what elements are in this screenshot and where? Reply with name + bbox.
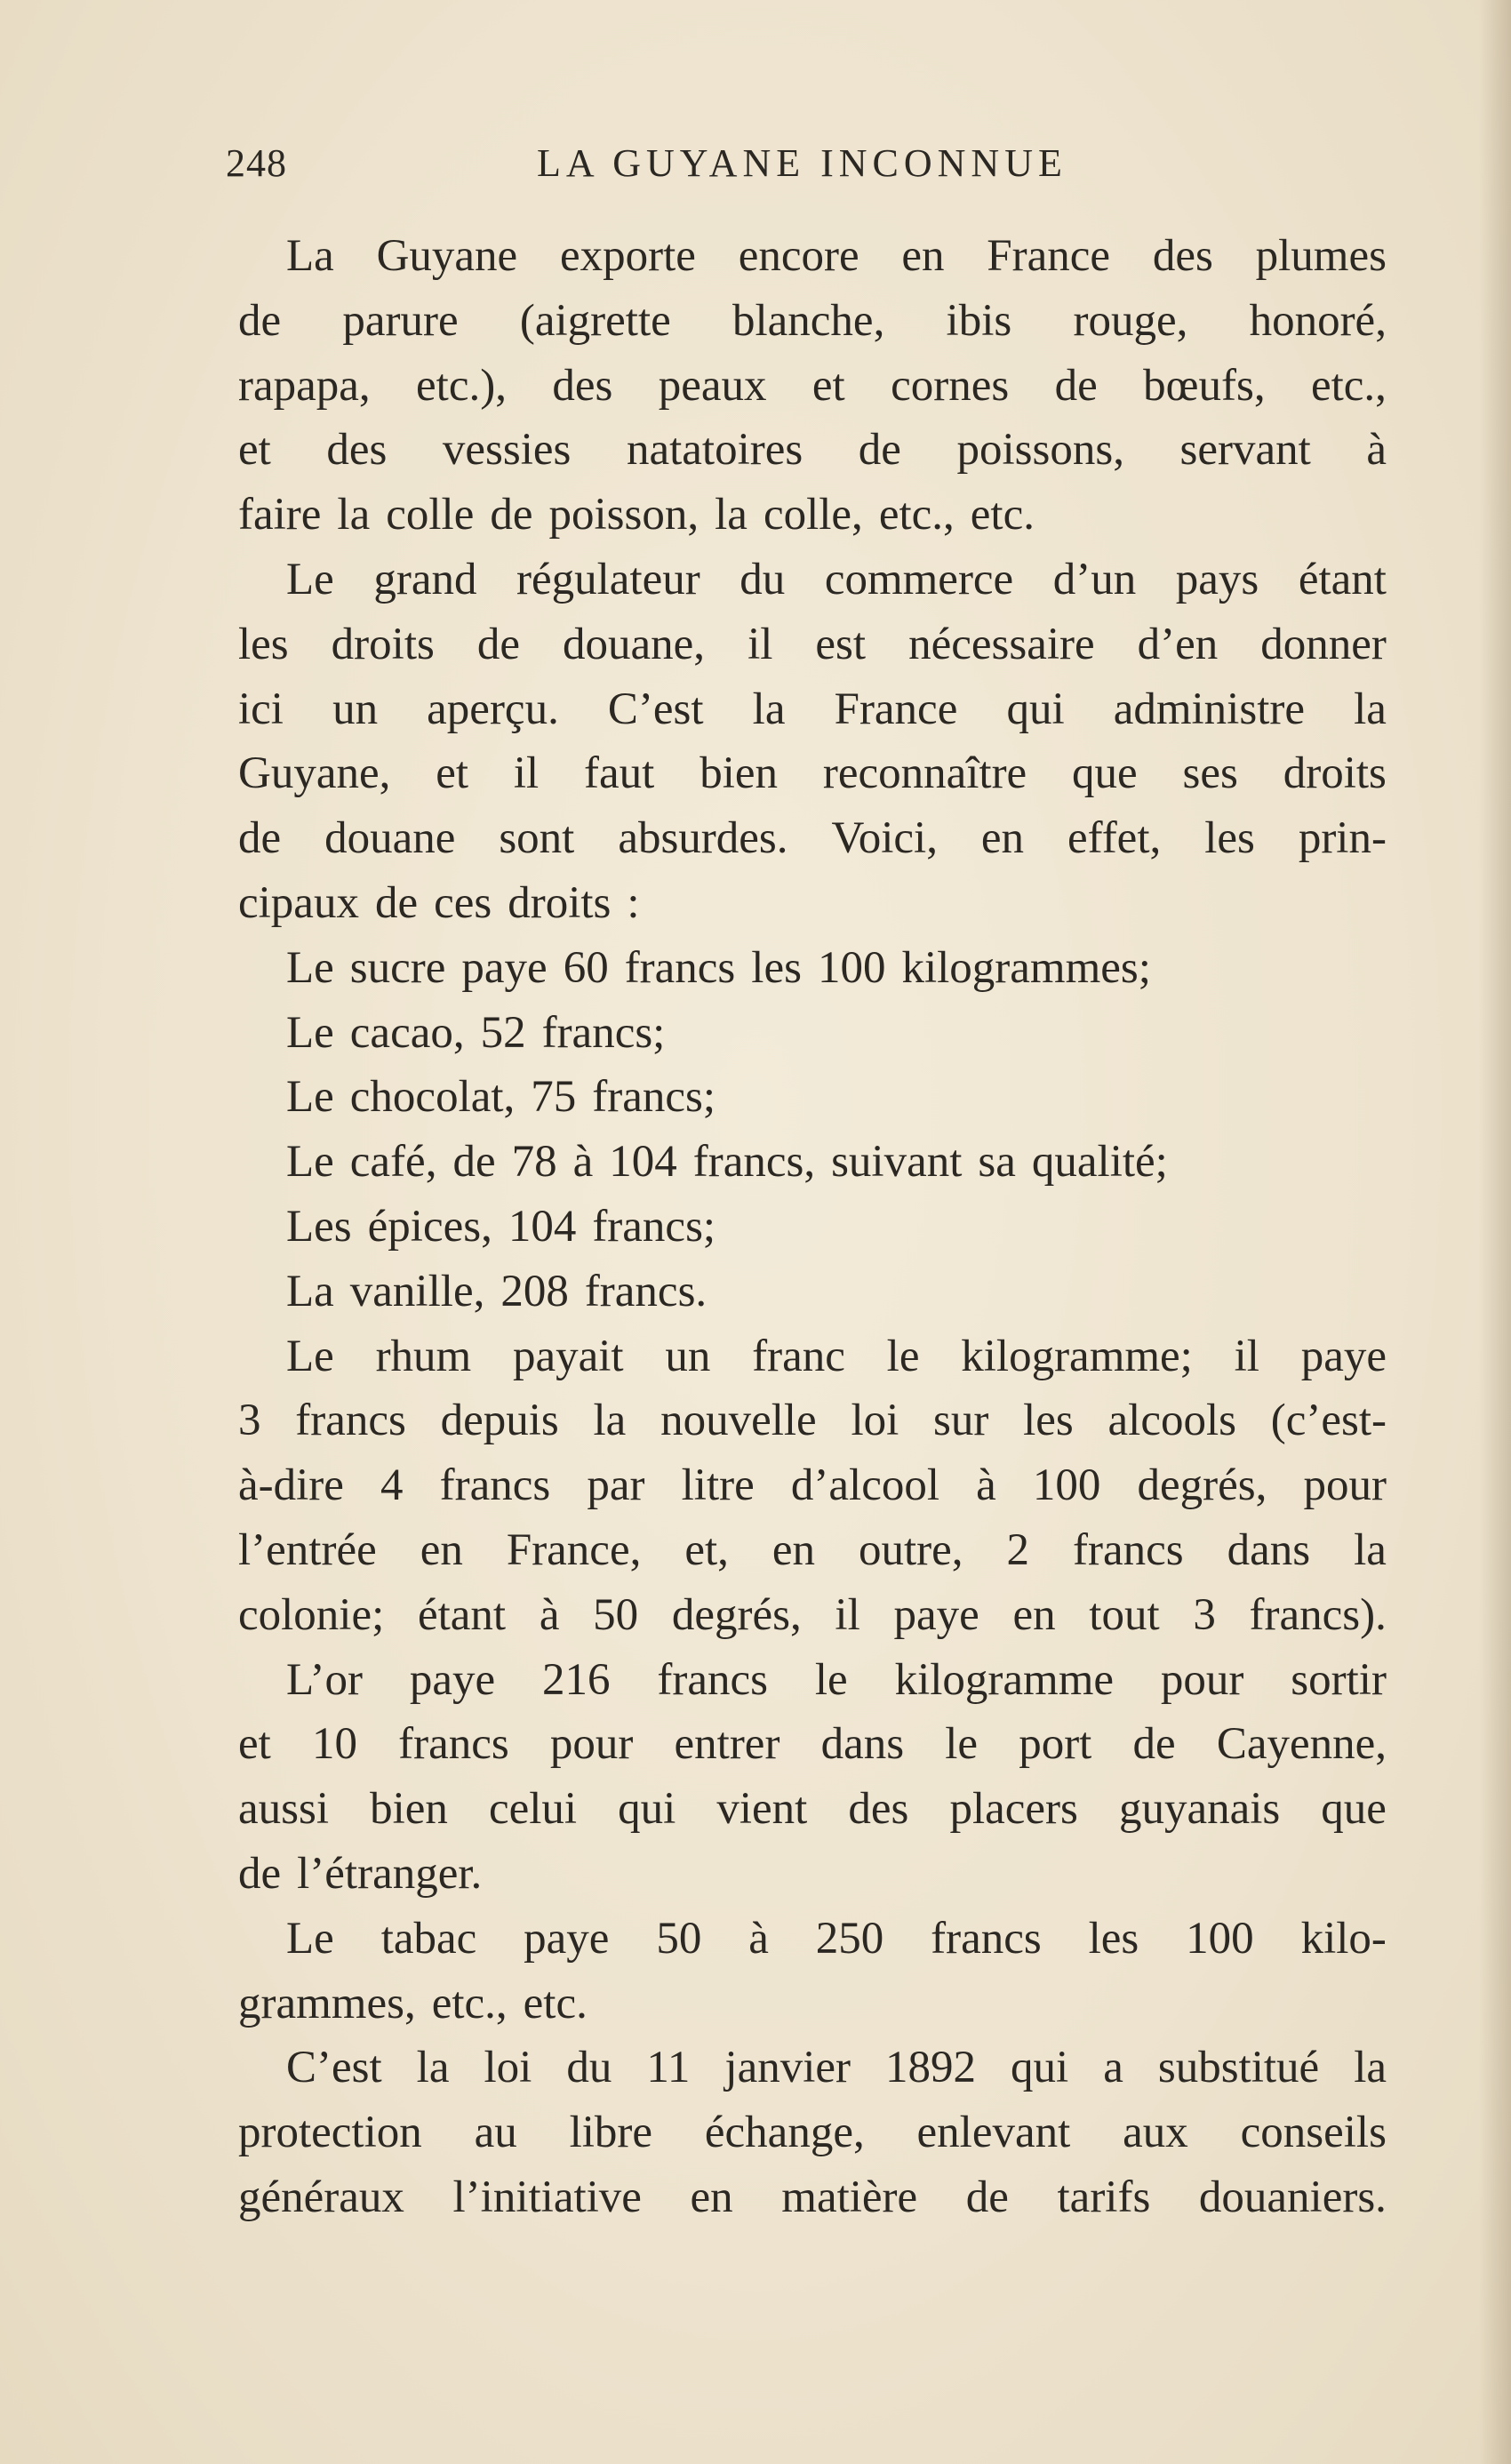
word: épices,	[367, 1201, 492, 1252]
word: échange,	[704, 2108, 865, 2158]
word: qui	[1006, 684, 1065, 734]
word: loi	[851, 1396, 899, 1446]
word: servant	[1179, 425, 1311, 476]
word: que	[1321, 1784, 1387, 1835]
word: port	[1019, 1719, 1092, 1770]
word: conseils	[1240, 2108, 1387, 2158]
word: grand	[373, 554, 477, 604]
word: etc.	[523, 1978, 588, 2028]
word: pour	[549, 1719, 634, 1770]
word: faire	[238, 490, 322, 540]
word: colle,	[763, 490, 863, 540]
word: donner	[1260, 619, 1387, 669]
word: aperçu.	[427, 684, 559, 734]
word: en	[980, 813, 1025, 864]
word: honoré,	[1249, 295, 1387, 346]
word: prin-	[1298, 813, 1387, 864]
word: etc.,	[878, 490, 955, 540]
word: droits	[1283, 748, 1387, 799]
word: d’en	[1137, 619, 1219, 669]
word: les	[238, 619, 289, 669]
word: d’alcool	[790, 1460, 940, 1511]
word: grammes,	[238, 1978, 416, 2028]
word: France	[987, 231, 1111, 281]
word: ses	[1182, 748, 1238, 799]
word: kilogramme	[894, 1654, 1115, 1705]
running-head	[226, 140, 1132, 194]
running-title: LA GUYANE INCONNUE	[537, 141, 1067, 185]
text-line	[238, 354, 1387, 419]
word: francs	[398, 1719, 509, 1770]
word: en	[420, 1524, 463, 1575]
word: sont	[499, 813, 575, 864]
word: des	[848, 1784, 909, 1835]
word: aux	[1123, 2108, 1188, 2158]
word: matière	[781, 2172, 918, 2222]
word: sur	[933, 1396, 989, 1446]
word: paye	[461, 942, 548, 993]
word: francs	[657, 1654, 768, 1705]
text-line	[238, 1648, 1387, 1713]
text-line	[238, 677, 1387, 742]
word: la	[715, 490, 748, 540]
text-line	[238, 418, 1387, 483]
word: 3	[238, 1396, 261, 1446]
word: commerce	[824, 554, 1014, 604]
word: les	[1088, 1913, 1139, 1964]
word: les	[1023, 1396, 1074, 1446]
word: de	[374, 877, 419, 928]
text-line	[238, 1453, 1387, 1518]
word: Guyane,	[238, 748, 391, 799]
word: 78	[511, 1137, 557, 1188]
word: aussi	[238, 1784, 329, 1835]
word: 4	[380, 1460, 404, 1511]
word: kilo-	[1300, 1913, 1387, 1964]
text-line	[238, 741, 1387, 806]
word: étant	[417, 1589, 507, 1640]
word: la	[1354, 1524, 1387, 1575]
word: alcools	[1107, 1396, 1236, 1446]
word: France	[834, 684, 958, 734]
word: de	[858, 425, 901, 476]
word: à	[976, 1460, 996, 1511]
word: pour	[1303, 1460, 1387, 1511]
text-line	[238, 2036, 1387, 2100]
word: substitué	[1157, 2043, 1320, 2093]
word: la	[593, 1396, 627, 1446]
word: C’est	[607, 684, 704, 734]
word: absurdes.	[618, 813, 788, 864]
word: et	[811, 360, 845, 411]
word: etc.	[970, 490, 1035, 540]
word: degrés,	[671, 1589, 802, 1640]
word: qui	[1011, 2043, 1069, 2093]
word: est	[815, 619, 867, 669]
word: 10	[311, 1719, 357, 1770]
word: dans	[1227, 1524, 1311, 1575]
word: sucre	[349, 942, 446, 993]
word: douane,	[563, 619, 706, 669]
word: francs).	[1249, 1589, 1387, 1640]
word: vanille,	[349, 1266, 485, 1316]
word: 208	[500, 1266, 569, 1316]
word: de	[490, 490, 533, 540]
word: Le	[286, 1331, 334, 1381]
word: bien	[370, 1784, 448, 1835]
word: etc.,	[431, 1978, 508, 2028]
word: placers	[949, 1784, 1078, 1835]
word: 3	[1193, 1589, 1216, 1640]
word: rapapa,	[238, 360, 371, 411]
word: la	[752, 684, 786, 734]
word: et,	[684, 1524, 729, 1575]
word: janvier	[724, 2043, 851, 2093]
word: douaniers.	[1198, 2172, 1387, 2222]
word: tout	[1089, 1589, 1160, 1640]
word: francs	[1073, 1524, 1184, 1575]
word: dans	[820, 1719, 905, 1770]
word: généraux	[238, 2172, 404, 2222]
word: la	[1354, 2043, 1387, 2093]
word: de	[238, 1848, 282, 1899]
word: la	[416, 2043, 450, 2093]
word: paye	[1300, 1331, 1387, 1381]
word: francs	[439, 1460, 551, 1511]
word: d’un	[1052, 554, 1137, 604]
word: 52	[480, 1007, 526, 1058]
word: payait	[512, 1331, 624, 1381]
word: café,	[349, 1137, 437, 1188]
word: poissons,	[956, 425, 1124, 476]
word: entrer	[674, 1719, 780, 1770]
word: les	[1204, 813, 1255, 864]
text-line	[238, 1324, 1387, 1389]
word: 104	[508, 1201, 577, 1252]
word: outre,	[859, 1524, 963, 1575]
word: L’or	[286, 1654, 363, 1705]
text-line	[238, 1388, 1387, 1453]
word: cipaux	[238, 877, 359, 928]
text-line	[238, 1260, 1387, 1324]
word: paye	[524, 1913, 610, 1964]
word: des	[1152, 231, 1213, 281]
word: cornes	[891, 360, 1010, 411]
word: 60	[563, 942, 609, 993]
word: qui	[618, 1784, 676, 1835]
word: nouvelle	[660, 1396, 817, 1446]
word: guyanais	[1118, 1784, 1281, 1835]
word: en	[690, 2172, 733, 2222]
word: parure	[342, 295, 459, 346]
word: natatoires	[626, 425, 803, 476]
word: pour	[1160, 1654, 1244, 1705]
word: plumes	[1255, 231, 1387, 281]
word: Le	[286, 1007, 334, 1058]
word: degrés,	[1137, 1460, 1267, 1511]
word: le	[814, 1654, 848, 1705]
text-line	[238, 1712, 1387, 1777]
word: depuis	[440, 1396, 559, 1446]
word: administre	[1113, 684, 1305, 734]
word: il	[1234, 1331, 1259, 1381]
word: vessies	[442, 425, 572, 476]
word: Guyane	[376, 231, 518, 281]
word: suivant	[831, 1137, 963, 1188]
word: des	[326, 425, 388, 476]
word: 75	[531, 1072, 577, 1123]
word: paye	[409, 1654, 496, 1705]
word: encore	[738, 231, 859, 281]
text-line	[238, 1777, 1387, 1842]
word: et	[238, 425, 271, 476]
word: reconnaître	[822, 748, 1027, 799]
word: Voici,	[831, 813, 938, 864]
word: et	[238, 1719, 271, 1770]
word: ici	[238, 684, 284, 734]
word: poisson,	[548, 490, 700, 540]
word: enlevant	[916, 2108, 1071, 2158]
word: faut	[584, 748, 655, 799]
word: par	[587, 1460, 645, 1511]
word: à	[539, 1589, 560, 1640]
word: rhum	[375, 1331, 472, 1381]
word: 50	[593, 1589, 639, 1640]
word: Les	[286, 1201, 352, 1252]
body-text	[238, 224, 1387, 2230]
word: 1892	[885, 2043, 977, 2093]
text-line	[238, 1065, 1387, 1130]
page-number: 248	[226, 141, 287, 185]
text-line	[238, 806, 1387, 871]
word: Le	[286, 554, 334, 604]
word: 216	[542, 1654, 611, 1705]
word: francs	[295, 1396, 406, 1446]
word: le	[886, 1331, 920, 1381]
text-line	[238, 1001, 1387, 1066]
word: nécessaire	[908, 619, 1095, 669]
word: 100	[1032, 1460, 1101, 1511]
word: bœufs,	[1143, 360, 1266, 411]
word: 100	[1186, 1913, 1254, 1964]
word: de	[238, 813, 282, 864]
word: un	[665, 1331, 711, 1381]
word: la	[337, 490, 371, 540]
word: effet,	[1067, 813, 1162, 864]
word: sa	[978, 1137, 1016, 1188]
word: l’étranger.	[297, 1848, 483, 1899]
word: Le	[286, 1913, 334, 1964]
text-line	[238, 936, 1387, 1001]
word: tabac	[380, 1913, 477, 1964]
text-line	[238, 1130, 1387, 1195]
word: chocolat,	[349, 1072, 516, 1123]
word: 50	[656, 1913, 702, 1964]
word: etc.),	[416, 360, 507, 411]
word: La	[286, 1266, 334, 1316]
word: ces	[434, 877, 492, 928]
word: franc	[752, 1331, 845, 1381]
word: Le	[286, 1072, 334, 1123]
word: il	[835, 1589, 860, 1640]
word: etc.,	[1310, 360, 1387, 411]
text-line	[238, 483, 1387, 548]
word: colonie;	[238, 1589, 385, 1640]
text-line	[238, 2165, 1387, 2230]
word: droits	[508, 877, 612, 928]
word: régulateur	[516, 554, 700, 604]
word: blanche,	[732, 295, 885, 346]
word: il	[748, 619, 773, 669]
word: (c’est-	[1270, 1396, 1387, 1446]
word: C’est	[286, 2043, 382, 2093]
word: de	[452, 1137, 496, 1188]
word: de	[1054, 360, 1098, 411]
word: au	[474, 2108, 517, 2158]
word: 2	[1006, 1524, 1030, 1575]
word: France,	[506, 1524, 642, 1575]
word: kilogramme;	[961, 1331, 1193, 1381]
word: peaux	[658, 360, 767, 411]
word: il	[513, 748, 540, 799]
word: les	[751, 942, 802, 993]
word: francs;	[592, 1072, 716, 1123]
text-line	[238, 612, 1387, 677]
word: colle	[386, 490, 475, 540]
word: Le	[286, 942, 334, 993]
word: pays	[1175, 554, 1259, 604]
text-line	[238, 1518, 1387, 1583]
word: en	[1012, 1589, 1056, 1640]
word: que	[1072, 748, 1138, 799]
word: 11	[646, 2043, 691, 2093]
word: protection	[238, 2108, 422, 2158]
word: paye	[893, 1589, 979, 1640]
word: à	[748, 1913, 769, 1964]
text-line	[238, 2100, 1387, 2165]
text-line	[238, 1583, 1387, 1648]
word: kilogrammes;	[901, 942, 1151, 993]
word: de	[965, 2172, 1009, 2222]
text-line	[238, 1195, 1387, 1260]
word: vient	[716, 1784, 808, 1835]
word: cacao,	[349, 1007, 465, 1058]
word: sortir	[1291, 1654, 1387, 1705]
word: à	[572, 1137, 594, 1188]
word: francs;	[541, 1007, 666, 1058]
word: Le	[286, 1137, 334, 1188]
text-line	[238, 1842, 1387, 1907]
word: francs;	[592, 1201, 716, 1252]
word: 104	[609, 1137, 677, 1188]
word: en	[771, 1524, 816, 1575]
word: bien	[700, 748, 778, 799]
word: francs,	[692, 1137, 816, 1188]
text-line	[238, 224, 1387, 289]
word: du	[566, 2043, 612, 2093]
word: a	[1103, 2043, 1123, 2093]
word: étant	[1298, 554, 1387, 604]
word: droits	[331, 619, 435, 669]
word: exporte	[559, 231, 696, 281]
word: l’entrée	[238, 1524, 377, 1575]
word: du	[740, 554, 786, 604]
word: francs.	[584, 1266, 708, 1316]
word: Cayenne,	[1216, 1719, 1387, 1770]
word: et	[436, 748, 469, 799]
word: douane	[324, 813, 456, 864]
word: (aigrette	[519, 295, 671, 346]
word: de	[476, 619, 520, 669]
word: en	[901, 231, 945, 281]
word: des	[552, 360, 613, 411]
word: 100	[817, 942, 886, 993]
word: :	[627, 877, 640, 928]
word: le	[945, 1719, 979, 1770]
word: à-dire	[238, 1460, 344, 1511]
text-line	[238, 1972, 1387, 2036]
word: francs	[931, 1913, 1042, 1964]
word: litre	[681, 1460, 755, 1511]
word: celui	[488, 1784, 578, 1835]
text-line	[238, 289, 1387, 354]
word: La	[286, 231, 334, 281]
text-line	[238, 871, 1387, 936]
word: 250	[815, 1913, 884, 1964]
text-line	[238, 1907, 1387, 1972]
word: ibis	[946, 295, 1012, 346]
word: libre	[569, 2108, 653, 2158]
word: francs	[624, 942, 736, 993]
word: à	[1366, 425, 1387, 476]
page-edge-shadow	[1479, 0, 1511, 2464]
word: tarifs	[1057, 2172, 1151, 2222]
word: rouge,	[1073, 295, 1188, 346]
word: qualité;	[1031, 1137, 1168, 1188]
word: l’initiative	[452, 2172, 642, 2222]
word: de	[238, 295, 282, 346]
word: de	[1132, 1719, 1176, 1770]
word: la	[1354, 684, 1387, 734]
text-line	[238, 548, 1387, 612]
word: loi	[484, 2043, 532, 2093]
word: un	[332, 684, 379, 734]
